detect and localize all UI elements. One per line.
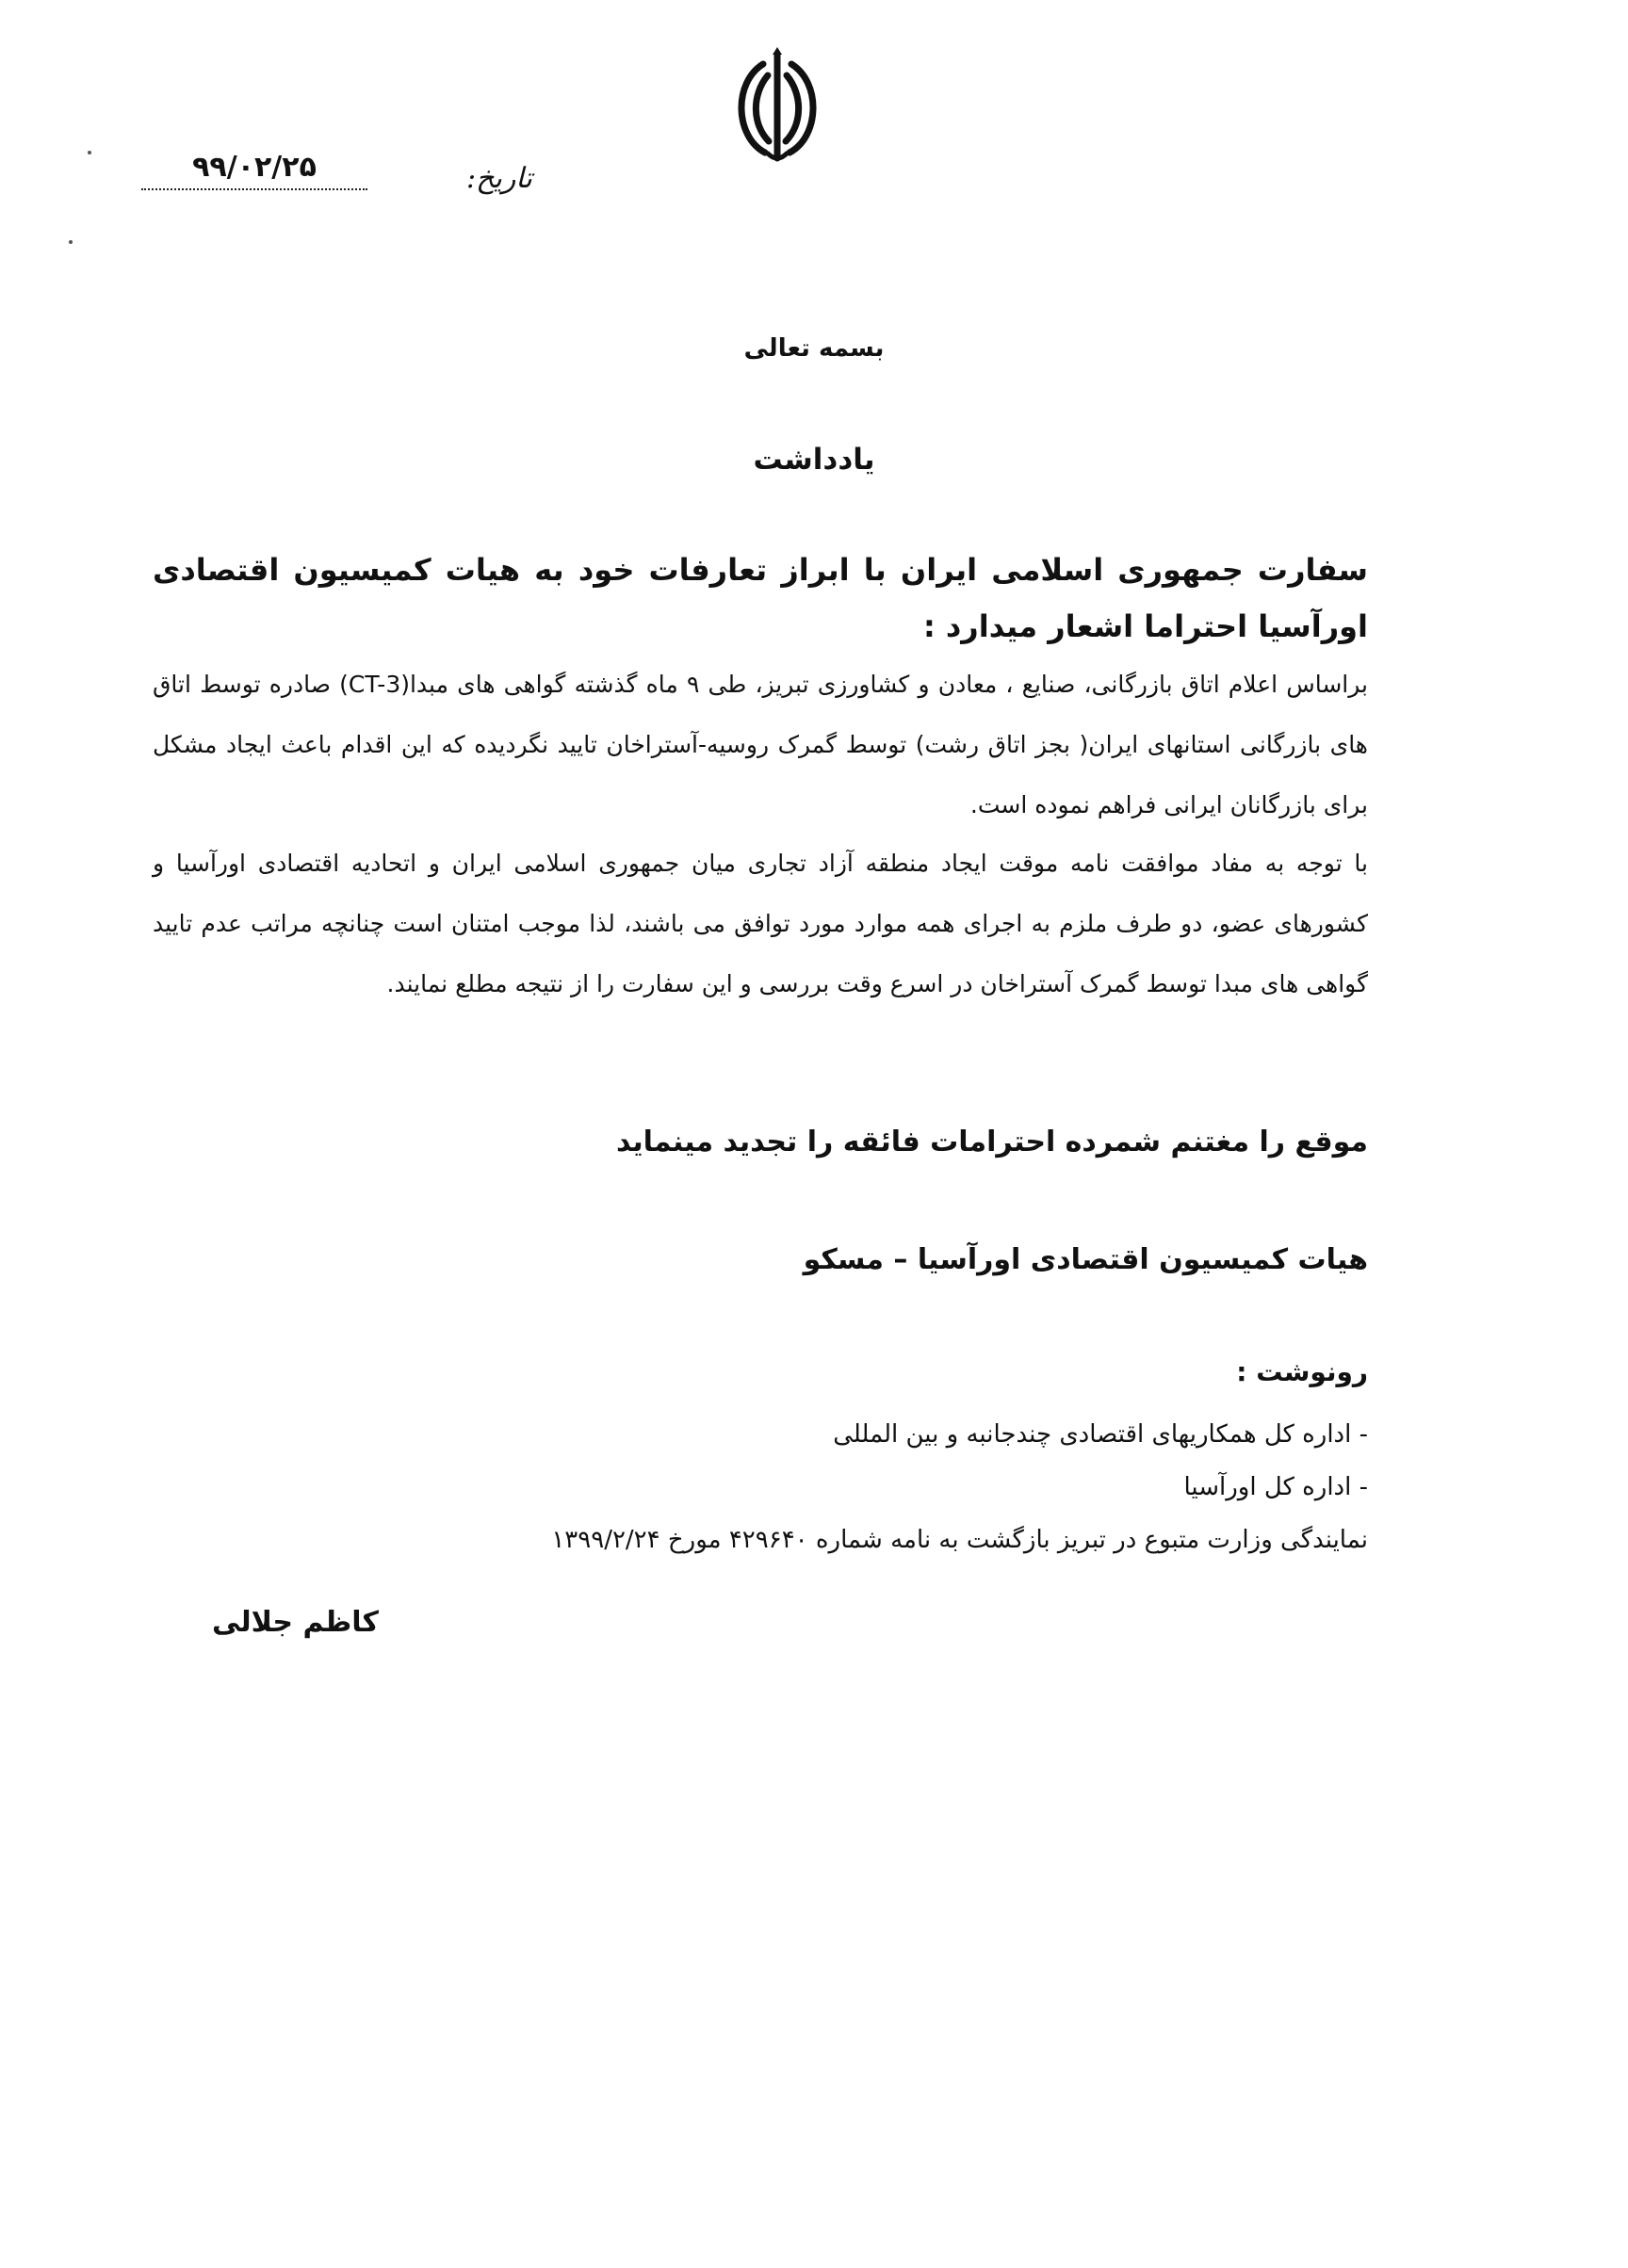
closing-line: موقع را مغتنم شمرده احترامات فائقه را تجدید مینماید xyxy=(616,1126,1368,1158)
blessing-heading: بسمه تعالی xyxy=(743,334,885,363)
intro-paragraph: سفارت جمهوری اسلامی ایران با ابراز تعارفات خود به هیات کمیسیون اقتصادی اورآسیا احتراما اشعار میدارد : xyxy=(153,552,1368,644)
memo-title: یادداشت xyxy=(753,443,875,477)
date-area xyxy=(141,151,532,207)
date-dotted-line xyxy=(141,188,367,190)
copy-item: نمایندگی وزارت متبوع در تبریز بازگشت به نامه شماره ۴۲۹۶۴۰ مورخ ۱۳۹۹/۲/۲۴ xyxy=(551,1526,1368,1554)
scan-speck xyxy=(69,240,73,244)
body-paragraph-2: با توجه به مفاد موافقت نامه موقت ایجاد منطقه آزاد تجاری میان جمهوری اسلامی ایران و اتحادیه اقتصادی اورآسیا و کشورهای عضو، دو طرف ملزم به اجرای همه موارد مورد توافق می باشند، لذا موجب امتنان است چنانچه مراتب عدم تایید گواهی های مبدا توسط گمرک آستراخان در اسرع وقت بررسی و این سفارت را از نتیجه مطلع نمایند. xyxy=(153,850,1368,997)
copies-list xyxy=(551,1408,1368,1566)
signature-name: کاظم جلالی xyxy=(212,1606,379,1639)
scan-speck xyxy=(88,151,91,154)
date-value: ۹۹/۰۲/۲۵ xyxy=(192,151,317,184)
copy-item: - اداره کل همکاریهای اقتصادی چندجانبه و بین المللی xyxy=(833,1420,1368,1449)
date-label: تاریخ: xyxy=(466,162,532,195)
copy-item: - اداره کل اورآسیا xyxy=(1183,1473,1368,1501)
recipient-line: هیات کمیسیون اقتصادی اورآسیا – مسکو xyxy=(803,1243,1368,1276)
copies-heading: رونوشت : xyxy=(1236,1356,1368,1387)
national-emblem-icon xyxy=(725,47,829,165)
body-paragraph-1: براساس اعلام اتاق بازرگانی، صنایع ، معادن و کشاورزی تبریز، طی ۹ ماه گذشته گواهی های مبدا(CT-3) صادره توسط اتاق های بازرگانی استانهای ایران( بجز اتاق رشت) توسط گمرک روسیه-آستراخان تایید نگردیده که این اقدام باعث ایجاد مشکل برای بازرگانان ایرانی فراهم نموده است. xyxy=(153,671,1369,818)
